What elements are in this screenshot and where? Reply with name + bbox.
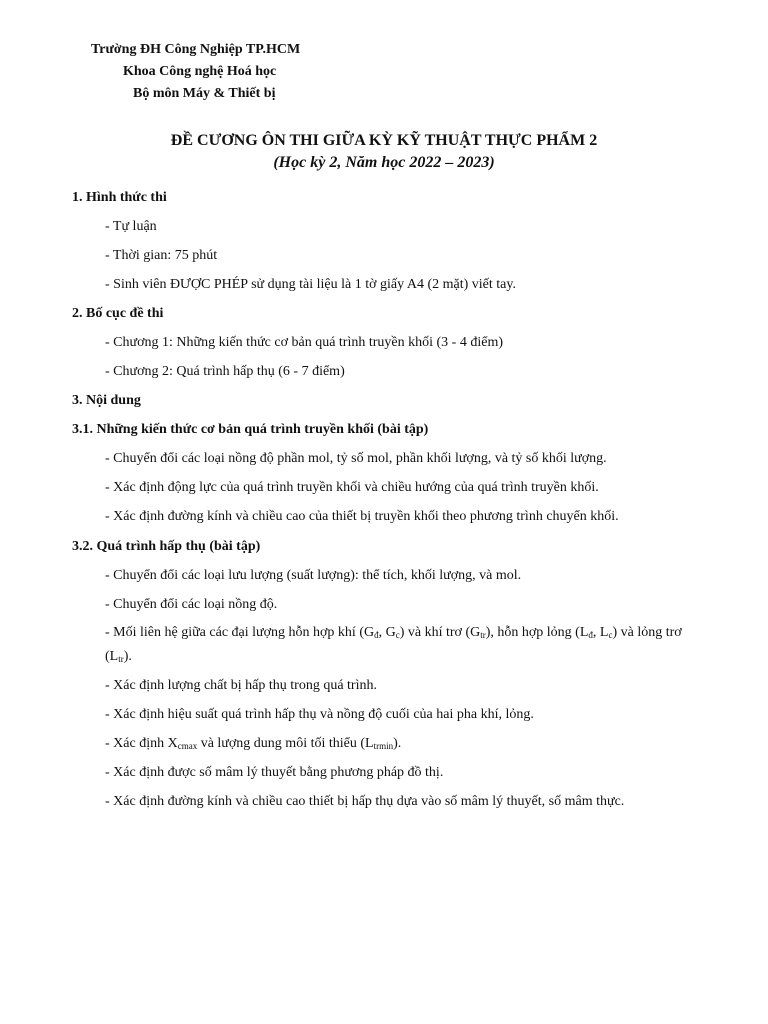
university-name: Trường ĐH Công Nghiệp TP.HCM [91,42,301,57]
list-item: - Tự luận [105,219,157,234]
list-item: - Mối liên hệ giữa các đại lượng hỗn hợp khí ($G_đ$, $G_c$) và khí trơ $(G_{tr})$, hỗn hợp lỏng ($L_đ$, $L_c$) và lỏng trơ $(L_{tr})$. [105,625,682,664]
list-item: - Xác định được số mâm lý thuyết bằng phương pháp đồ thị. [105,765,444,780]
section-3-2-heading: 3.2. Quá trình hấp thụ (bài tập) [72,539,261,554]
list-item: - Thời gian: 75 phút [105,248,218,263]
department-name: Bộ môn Máy & Thiết bị [133,86,276,101]
list-item: - Chương 2: Quá trình hấp thụ (6 - 7 điểm) [105,364,345,379]
list-item: - Chuyển đổi các loại nồng độ. [105,597,278,612]
document-subtitle: (Học kỳ 2, Năm học 2022 – 2023) [273,154,495,171]
list-item: - Sinh viên ĐƯỢC PHÉP sử dụng tài liệu là 1 tờ giấy A4 (2 mặt) viết tay. [105,277,516,292]
list-item: - Xác định đường kính và chiều cao của thiết bị truyền khối theo phương trình chuyển khối. [105,509,619,524]
section-1-heading: 1. Hình thức thi [72,190,167,205]
document-title: ĐỀ CƯƠNG ÔN THI GIỮA KỲ KỸ THUẬT THỰC PHẨM 2 [170,132,598,149]
list-item: - Xác định lượng chất bị hấp thụ trong quá trình. [105,678,377,693]
section-2-heading: 2. Bố cục đề thi [72,306,164,321]
section-3-1-heading: 3.1. Những kiến thức cơ bản quá trình truyền khối (bài tập) [72,422,429,437]
faculty-name: Khoa Công nghệ Hoá học [123,64,277,79]
list-item: - Chuyển đổi các loại nồng độ phần mol, tỷ số mol, phần khối lượng, và tỷ số khối lượng. [105,451,607,466]
list-item: - Xác định hiệu suất quá trình hấp thụ và nồng độ cuối của hai pha khí, lỏng. [105,707,534,722]
list-item: - Xác định đường kính và chiều cao thiết bị hấp thụ dựa vào số mâm lý thuyết, số mâm thực. [105,794,625,809]
list-item: - Xác định động lực của quá trình truyền khối và chiều hướng của quá trình truyền khối. [105,480,599,495]
section-3-heading: 3. Nội dung [72,393,141,408]
list-item: - Chuyển đổi các loại lưu lượng (suất lượng): thể tích, khối lượng, và mol. [105,568,522,583]
list-item: - Chương 1: Những kiến thức cơ bản quá trình truyền khối (3 - 4 điểm) [105,335,503,350]
list-item: - Xác định $X_{cmax}$ và lượng dung môi tối thiểu $(L_{trmin})$. [105,736,402,751]
